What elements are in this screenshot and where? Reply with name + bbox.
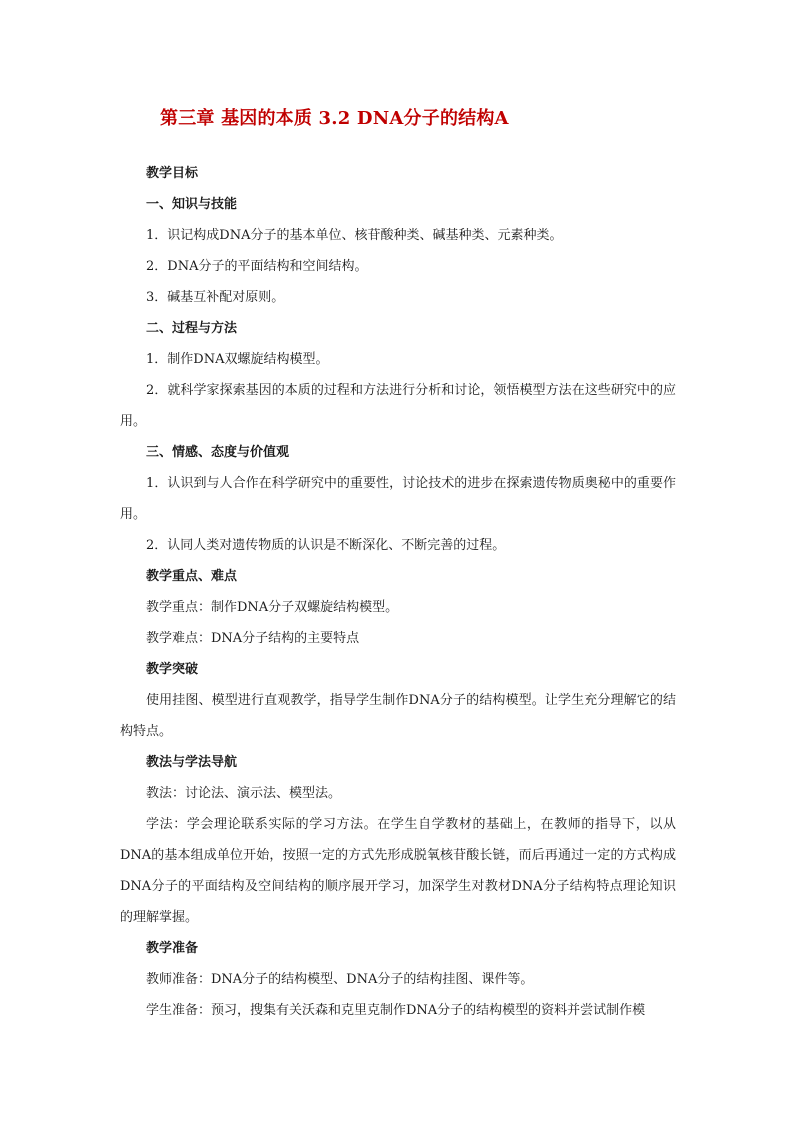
body-paragraph: 2．就科学家探索基因的本质的过程和方法进行分析和讨论，领悟模型方法在这些研究中的应用。 <box>120 383 676 429</box>
section-heading: 教学突破 <box>146 662 199 677</box>
section-heading: 教学准备 <box>146 941 199 956</box>
body-paragraph: 学生准备：预习，搜集有关沃森和克里克制作DNA分子的结构模型的资料并尝试制作模 <box>146 1003 646 1018</box>
body-paragraph: 教师准备：DNA分子的结构模型、DNA分子的结构挂图、课件等。 <box>146 972 534 987</box>
body-paragraph: 1．识记构成DNA分子的基本单位、核苷酸种类、碱基种类、元素种类。 <box>146 228 563 243</box>
body-paragraph: 使用挂图、模型进行直观教学，指导学生制作DNA分子的结构模型。让学生充分理解它的结构特点。 <box>120 693 676 739</box>
section-heading: 三、情感、态度与价值观 <box>146 445 290 460</box>
body-paragraph: 2．DNA分子的平面结构和空间结构。 <box>146 259 368 274</box>
body-paragraph: 3．碱基互补配对原则。 <box>146 290 285 305</box>
document-title: 第三章 基因的本质 3.2 DNA分子的结构A <box>160 108 509 129</box>
body-paragraph: 2．认同人类对遗传物质的认识是不断深化、不断完善的过程。 <box>146 538 506 553</box>
section-heading: 教法与学法导航 <box>146 755 238 770</box>
body-paragraph: 教法：讨论法、演示法、模型法。 <box>146 786 342 801</box>
section-heading: 一、知识与技能 <box>146 197 238 212</box>
body-paragraph: 1．认识到与人合作在科学研究中的重要性，讨论技术的进步在探索遗传物质奥秘中的重要作用。 <box>120 476 676 522</box>
section-heading: 教学目标 <box>146 166 199 181</box>
body-paragraph: 学法：学会理论联系实际的学习方法。在学生自学教材的基础上，在教师的指导下，以从DNA的基本组成单位开始，按照一定的方式先形成脱氧核苷酸长链，而后再通过一定的方式构成DNA分子的平面结构及空间结构的顺序展开学习，加深学生对教材DNA分子结构特点理论知识的理解掌握。 <box>120 817 676 925</box>
body-paragraph: 1．制作DNA双螺旋结构模型。 <box>146 352 329 367</box>
body-paragraph: 教学难点：DNA分子结构的主要特点 <box>146 631 360 646</box>
body-paragraph: 教学重点：制作DNA分子双螺旋结构模型。 <box>146 600 399 615</box>
document-body <box>120 158 676 1026</box>
section-heading: 教学重点、难点 <box>146 569 238 584</box>
section-heading: 二、过程与方法 <box>146 321 238 336</box>
